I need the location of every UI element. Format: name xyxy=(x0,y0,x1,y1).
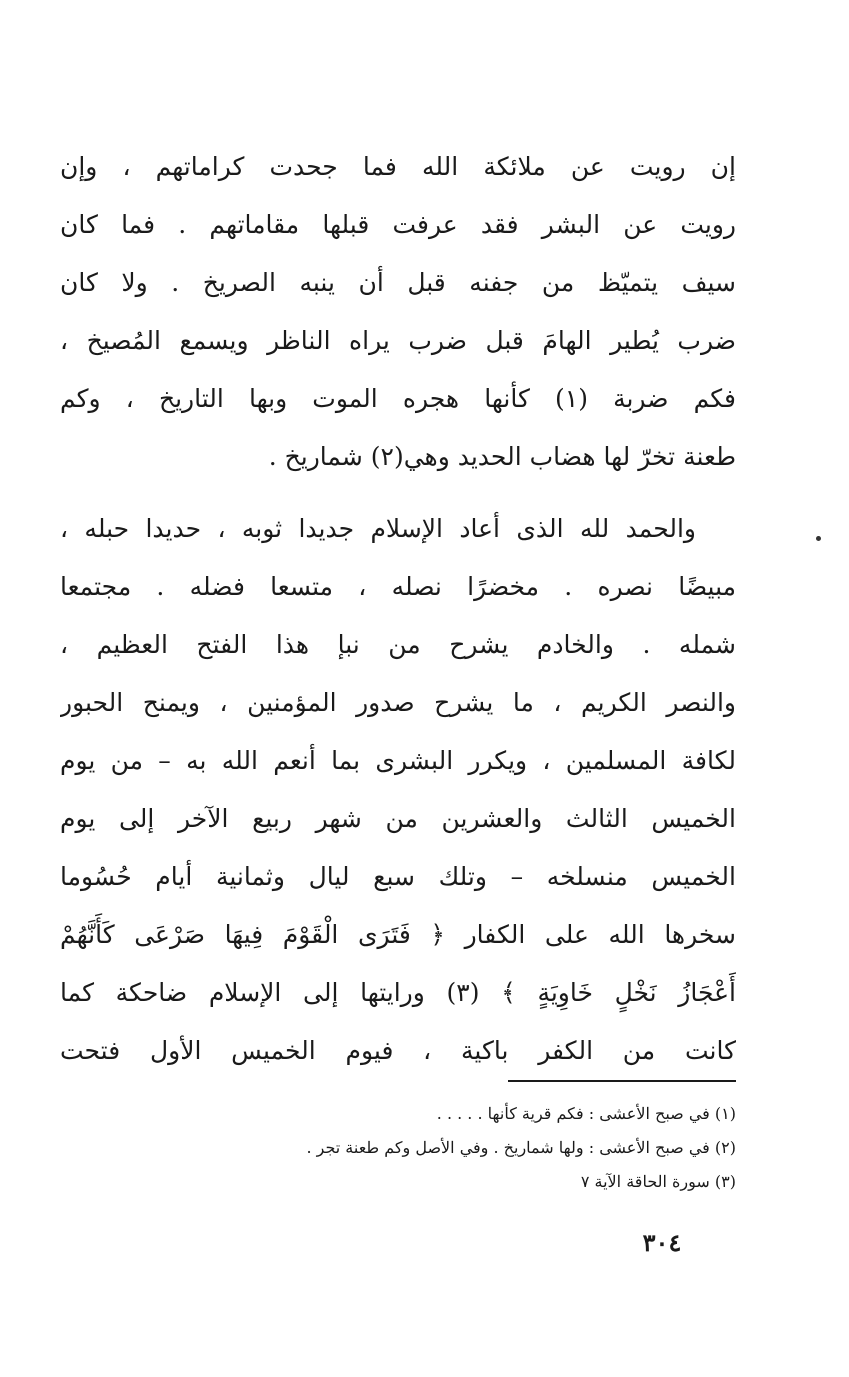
text-line: فكم ضربة (١) كأنها هجره الموت وبها التاريخ ، وكم xyxy=(60,384,736,413)
text-line: ضرب يُطير الهامَ قبل ضرب يراه الناظر ويسمع المُصيخ ، xyxy=(60,326,736,355)
text-line: إن رويت عن ملائكة الله فما جحدت كراماتهم ، وإن xyxy=(60,152,736,181)
text-line: والحمد لله الذى أعاد الإسلام جديدا ثوبه ، حديدا حبله ، xyxy=(60,514,696,543)
text-line: لكافة المسلمين ، ويكرر البشرى بما أنعم الله به – من يوم xyxy=(60,746,736,775)
text-line: الخميس منسلخه – وتلك سبع ليال وثمانية أيام حُسُوما xyxy=(60,862,736,891)
footnotes xyxy=(230,1097,736,1199)
text-line: الخميس الثالث والعشرين من شهر ربيع الآخر إلى يوم xyxy=(60,804,736,833)
paragraph-gap xyxy=(60,486,736,500)
text-line: طعنة تخرّ لها هضاب الحديد وهي(٢) شماريخ . xyxy=(268,442,736,471)
page-number: ٣٠٤ xyxy=(642,1228,682,1257)
text-line: رويت عن البشر فقد عرفت قبلها مقاماتهم . فما كان xyxy=(60,210,736,239)
main-text xyxy=(60,138,736,1080)
text-line: مبيضًا نصره . مخضرًا نصله ، متسعا فضله . مجتمعا xyxy=(60,572,736,601)
text-line: شمله . والخادم يشرح من نبإ هذا الفتح العظيم ، xyxy=(60,630,736,659)
footnote: (٣) سورة الحاقة الآية ٧ xyxy=(580,1172,736,1191)
text-line: سخرها الله على الكفار ﴿ فَتَرَى الْقَوْمَ فِيهَا صَرْعَى كَأَنَّهُمْ xyxy=(60,920,736,949)
paragraph-2 xyxy=(60,500,736,1080)
margin-dot xyxy=(816,536,821,541)
text-line: كانت من الكفر باكية ، فيوم الخميس الأول فتحت xyxy=(60,1036,736,1065)
footnote: (١) في صبح الأعشى : فكم قرية كأنها . . . . . xyxy=(436,1104,736,1123)
footnote: (٢) في صبح الأعشى : ولها شماريخ . وفي الأصل وكم طعنة تجر . xyxy=(306,1138,736,1157)
text-line: سيف يتميّظ من جفنه قبل أن ينبه الصريخ . ولا كان xyxy=(60,268,736,297)
text-line: أَعْجَازُ نَخْلٍ خَاوِيَةٍ ﴾ (٣) ورايتها إلى الإسلام ضاحكة كما xyxy=(60,978,736,1007)
text-line: والنصر الكريم ، ما يشرح صدور المؤمنين ، ويمنح الحبور xyxy=(60,688,736,717)
paragraph-1 xyxy=(60,138,736,486)
footnote-separator xyxy=(508,1080,736,1082)
